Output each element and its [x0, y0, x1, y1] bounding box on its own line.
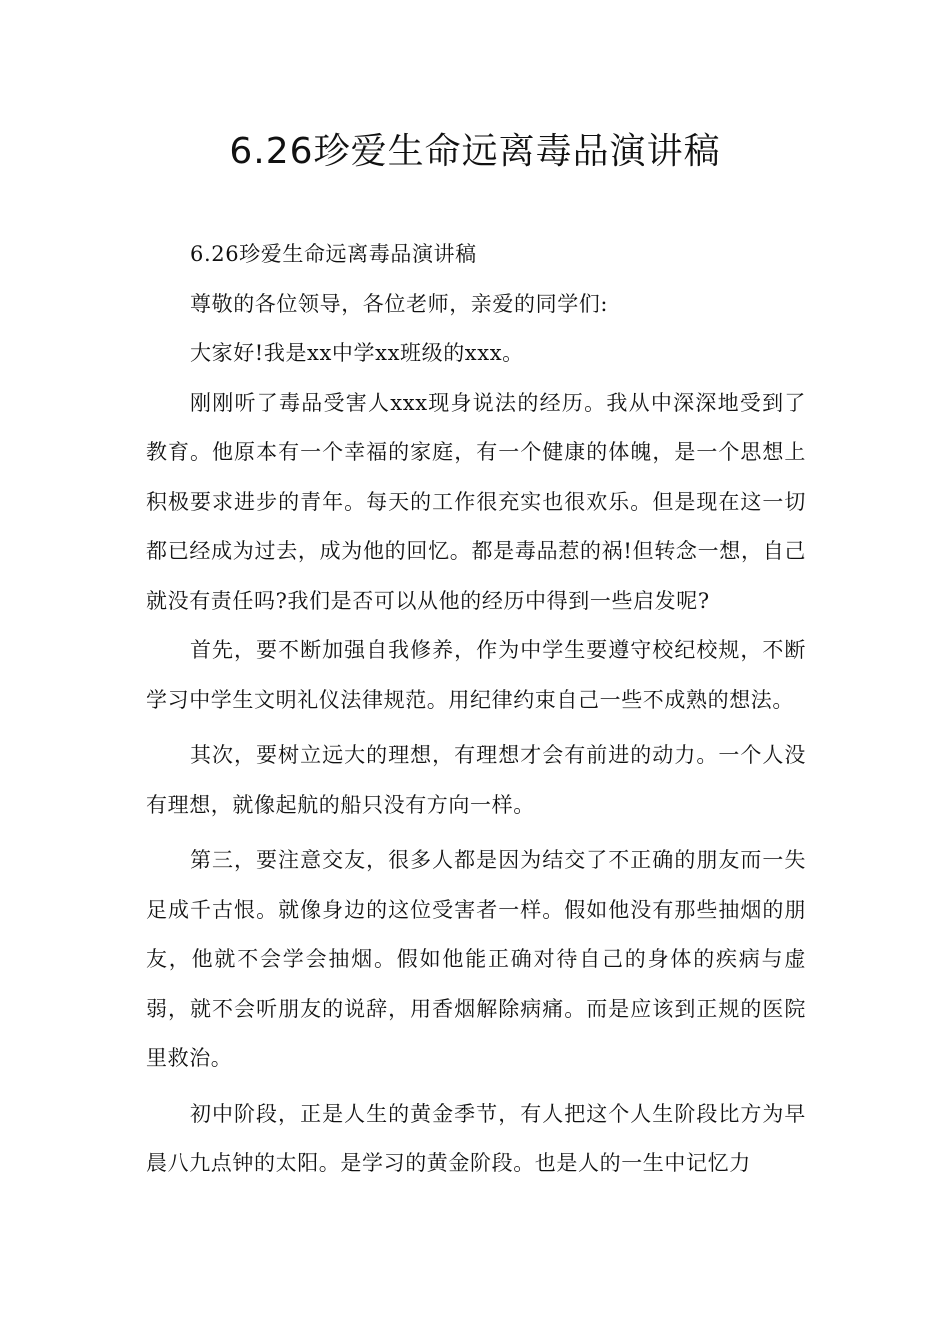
paragraph-first-point: 首先，要不断加强自我修养，作为中学生要遵守校纪校规，不断学习中学生文明礼仪法律规范。用纪律约束自己一些不成熟的想法。	[146, 638, 806, 712]
paragraph-story: 刚刚听了毒品受害人xxx现身说法的经历。我从中深深地受到了教育。他原本有一个幸福的家庭，有一个健康的体魄，是一个思想上积极要求进步的青年。每天的工作很充实也很欢乐。但是现在这一切都已经成为过去，成为他的回忆。都是毒品惹的祸!但转念一想，自己就没有责任吗?我们是否可以从他的经历中得到一些启发呢?	[146, 390, 806, 613]
paragraph-junior-high: 初中阶段，正是人生的黄金季节，有人把这个人生阶段比方为早晨八九点钟的太阳。是学习的黄金阶段。也是人的一生中记忆力	[146, 1101, 806, 1175]
paragraph-salutation: 尊敬的各位领导，各位老师，亲爱的同学们:	[190, 291, 609, 316]
document-body	[146, 230, 806, 1189]
document-title: 6.26珍爱生命远离毒品演讲稿	[229, 131, 721, 172]
paragraph-second-point: 其次，要树立远大的理想，有理想才会有前进的动力。一个人没有理想，就像起航的船只没有方向一样。	[146, 743, 806, 817]
paragraph-greeting: 大家好!我是xx中学xx班级的xxx。	[190, 341, 524, 365]
paragraph-third-point: 第三，要注意交友，很多人都是因为结交了不正确的朋友而一失足成千古恨。就像身边的这位受害者一样。假如他没有那些抽烟的朋友，他就不会学会抽烟。假如他能正确对待自己的身体的疾病与虚弱，就不会听朋友的说辞，用香烟解除病痛。而是应该到正规的医院里救治。	[146, 848, 806, 1070]
paragraph-heading: 6.26珍爱生命远离毒品演讲稿	[190, 242, 477, 266]
